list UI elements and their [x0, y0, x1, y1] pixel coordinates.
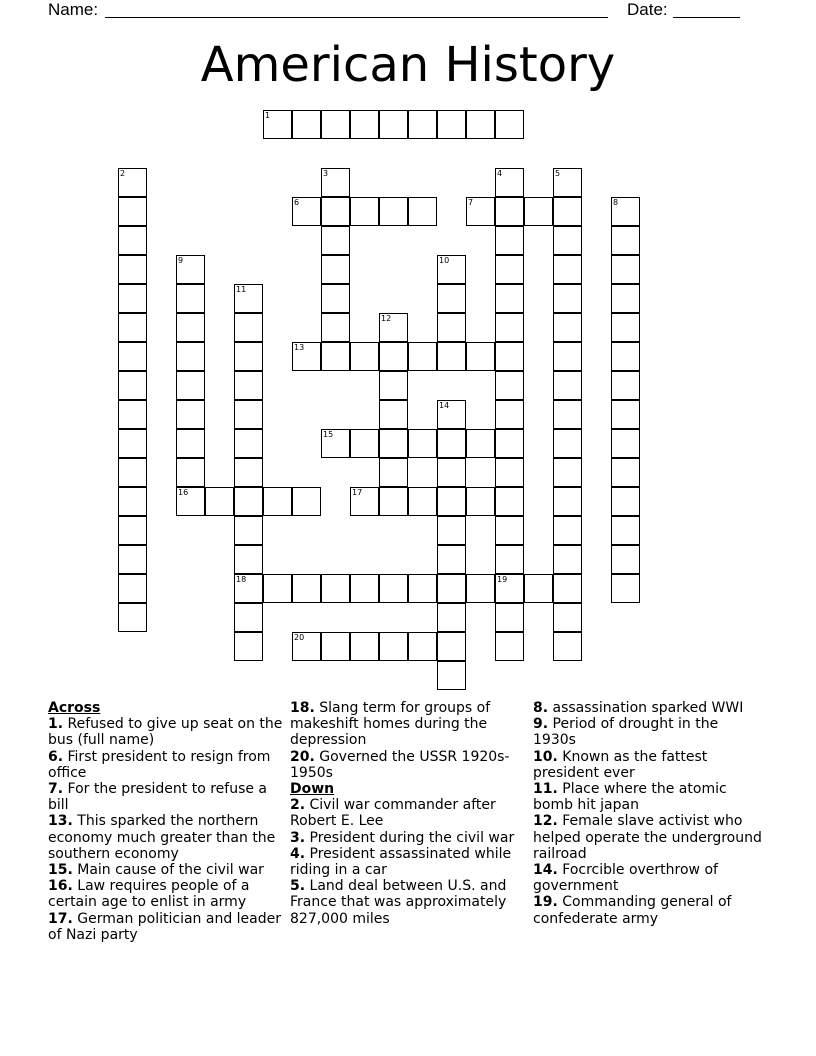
clues-column-1 — [48, 700, 284, 943]
crossword-cell[interactable] — [118, 371, 147, 400]
clue-number: 10 — [439, 256, 450, 265]
crossword-cell[interactable] — [466, 487, 495, 516]
crossword-cell[interactable] — [611, 255, 640, 284]
clue-item — [290, 846, 520, 878]
clue-number-label: 17. — [48, 910, 73, 927]
crossword-cell[interactable] — [379, 313, 408, 342]
crossword-cell[interactable] — [234, 284, 263, 313]
crossword-cell[interactable] — [611, 342, 640, 371]
clue-number-label: 8. — [533, 700, 549, 716]
date-label: Date: — [627, 0, 668, 19]
crossword-cell[interactable] — [379, 110, 408, 139]
crossword-cell[interactable] — [408, 632, 437, 661]
crossword-cell[interactable] — [118, 197, 147, 226]
crossword-cell[interactable] — [118, 255, 147, 284]
clue-number-label: 11. — [533, 781, 558, 798]
clue-number-label: 13. — [48, 813, 73, 830]
crossword-cell[interactable] — [553, 197, 582, 226]
crossword-cell[interactable] — [408, 487, 437, 516]
down-heading: Down — [290, 781, 335, 798]
crossword-cell[interactable] — [553, 429, 582, 458]
crossword-cell[interactable] — [118, 168, 147, 197]
crossword-cell[interactable] — [553, 255, 582, 284]
clue-item — [533, 700, 763, 716]
clue-text: This sparked the northern economy much greater than the southern economy — [48, 813, 276, 862]
clue-number: 2 — [120, 169, 126, 178]
crossword-cell[interactable] — [495, 284, 524, 313]
crossword-cell[interactable] — [292, 574, 321, 603]
crossword-cell[interactable] — [466, 110, 495, 139]
clue-text: Slang term for groups of makeshift homes during the depression — [290, 700, 491, 749]
crossword-cell[interactable] — [379, 458, 408, 487]
clue-item — [290, 749, 520, 781]
crossword-cell[interactable] — [350, 197, 379, 226]
crossword-cell[interactable] — [495, 487, 524, 516]
crossword-cell[interactable] — [553, 516, 582, 545]
crossword-cell[interactable] — [495, 458, 524, 487]
crossword-cell[interactable] — [118, 574, 147, 603]
crossword-cell[interactable] — [437, 632, 466, 661]
clue-text: Land deal between U.S. and France that was approximately 827,000 miles — [290, 878, 507, 927]
crossword-cell[interactable] — [292, 110, 321, 139]
crossword-cell[interactable] — [350, 110, 379, 139]
crossword-cell[interactable] — [553, 168, 582, 197]
crossword-cell[interactable] — [234, 371, 263, 400]
crossword-cell[interactable] — [553, 284, 582, 313]
crossword-cell[interactable] — [553, 632, 582, 661]
clue-number: 17 — [352, 488, 363, 497]
clue-number-label: 4. — [290, 845, 306, 862]
crossword-cell[interactable] — [553, 487, 582, 516]
crossword-cell[interactable] — [118, 226, 147, 255]
crossword-cell[interactable] — [495, 197, 524, 226]
crossword-cell[interactable] — [495, 255, 524, 284]
crossword-cell[interactable] — [553, 545, 582, 574]
crossword-cell[interactable] — [234, 313, 263, 342]
crossword-cell[interactable] — [321, 632, 350, 661]
crossword-cell[interactable] — [379, 197, 408, 226]
crossword-cell[interactable] — [611, 487, 640, 516]
crossword-cell[interactable] — [495, 574, 524, 603]
crossword-cell[interactable] — [437, 545, 466, 574]
clue-item — [290, 830, 520, 846]
clue-text: President assassinated while riding in a car — [290, 845, 512, 879]
crossword-cell[interactable] — [437, 400, 466, 429]
crossword-cell[interactable] — [495, 226, 524, 255]
crossword-cell[interactable] — [176, 284, 205, 313]
crossword-cell[interactable] — [408, 197, 437, 226]
clue-item — [533, 813, 763, 862]
clue-number: 6 — [294, 198, 300, 207]
crossword-cell[interactable] — [408, 110, 437, 139]
crossword-cell[interactable] — [321, 313, 350, 342]
crossword-cell[interactable] — [466, 429, 495, 458]
crossword-cell[interactable] — [292, 632, 321, 661]
clue-number-label: 14. — [533, 862, 558, 879]
clue-number-label: 6. — [48, 748, 64, 765]
crossword-cell[interactable] — [553, 574, 582, 603]
clue-item — [48, 749, 284, 781]
clue-number-label: 2. — [290, 797, 306, 814]
clue-item — [48, 862, 284, 878]
crossword-cell[interactable] — [611, 574, 640, 603]
clue-text: For the president to refuse a bill — [48, 781, 268, 814]
clue-item — [48, 716, 284, 748]
crossword-cell[interactable] — [234, 429, 263, 458]
clue-item — [533, 862, 763, 894]
crossword-cell[interactable] — [495, 342, 524, 371]
clue-number: 12 — [381, 314, 392, 323]
crossword-cell[interactable] — [437, 342, 466, 371]
crossword-cell[interactable] — [495, 400, 524, 429]
crossword-cell[interactable] — [611, 197, 640, 226]
crossword-cell[interactable] — [553, 458, 582, 487]
page-title: American History — [200, 37, 616, 93]
clue-number-label: 18. — [290, 700, 315, 716]
crossword-cell[interactable] — [321, 110, 350, 139]
crossword-cell[interactable] — [350, 574, 379, 603]
crossword-cell[interactable] — [176, 400, 205, 429]
crossword-cell[interactable] — [437, 255, 466, 284]
crossword-cell[interactable] — [350, 342, 379, 371]
crossword-cell[interactable] — [437, 661, 466, 690]
crossword-cell[interactable] — [292, 342, 321, 371]
crossword-cell[interactable] — [321, 429, 350, 458]
crossword-cell[interactable] — [176, 371, 205, 400]
clue-text: assassination sparked WWI — [548, 700, 744, 716]
crossword-cell[interactable] — [437, 458, 466, 487]
crossword-cell[interactable] — [379, 429, 408, 458]
crossword-cell[interactable] — [263, 487, 292, 516]
crossword-cell[interactable] — [263, 110, 292, 139]
clue-text: Law requires people of a certain age to enlist in army — [48, 878, 250, 911]
crossword-cell[interactable] — [176, 487, 205, 516]
crossword-cell[interactable] — [234, 632, 263, 661]
crossword-cell[interactable] — [466, 574, 495, 603]
crossword-cell[interactable] — [118, 603, 147, 632]
clue-number: 8 — [613, 198, 619, 207]
clue-item — [533, 716, 763, 748]
crossword-cell[interactable] — [437, 487, 466, 516]
crossword-cell[interactable] — [611, 545, 640, 574]
clue-item — [48, 911, 284, 943]
crossword-cell[interactable] — [234, 458, 263, 487]
crossword-cell[interactable] — [118, 400, 147, 429]
crossword-cell[interactable] — [495, 110, 524, 139]
crossword-cell[interactable] — [350, 487, 379, 516]
crossword-cell[interactable] — [176, 313, 205, 342]
clue-number: 9 — [178, 256, 184, 265]
clue-number: 7 — [468, 198, 474, 207]
crossword-cell[interactable] — [495, 603, 524, 632]
clue-number-label: 12. — [533, 813, 558, 830]
crossword-cell[interactable] — [553, 400, 582, 429]
clues-column-3 — [533, 700, 763, 927]
crossword-cell[interactable] — [176, 429, 205, 458]
crossword-cell[interactable] — [553, 226, 582, 255]
clue-item — [533, 894, 763, 926]
crossword-cell[interactable] — [176, 255, 205, 284]
clue-number: 18 — [236, 575, 247, 584]
crossword-cell[interactable] — [495, 371, 524, 400]
clue-number: 16 — [178, 488, 189, 497]
crossword-cell[interactable] — [234, 516, 263, 545]
clue-number-label: 16. — [48, 878, 73, 895]
clue-item — [48, 781, 284, 813]
clue-number: 19 — [497, 575, 508, 584]
name-label: Name: — [48, 0, 99, 19]
crossword-cell[interactable] — [437, 313, 466, 342]
crossword-cell[interactable] — [118, 516, 147, 545]
crossword-cell[interactable] — [495, 429, 524, 458]
clue-text: Place where the atomic bomb hit japan — [533, 781, 727, 814]
crossword-cell[interactable] — [437, 110, 466, 139]
crossword-cell[interactable] — [263, 574, 292, 603]
crossword-cell[interactable] — [292, 197, 321, 226]
crossword-cell[interactable] — [553, 313, 582, 342]
clue-text: Period of drought in the 1930s — [533, 716, 719, 749]
crossword-cell[interactable] — [466, 197, 495, 226]
crossword-cell[interactable] — [553, 603, 582, 632]
crossword-cell[interactable] — [234, 545, 263, 574]
crossword-cell[interactable] — [118, 487, 147, 516]
clue-number: 15 — [323, 430, 334, 439]
crossword-cell[interactable] — [495, 632, 524, 661]
crossword-cell[interactable] — [379, 487, 408, 516]
crossword-cell[interactable] — [437, 429, 466, 458]
clue-number-label: 15. — [48, 862, 73, 879]
crossword-cell[interactable] — [350, 429, 379, 458]
crossword-cell[interactable] — [350, 632, 379, 661]
clue-text: Main cause of the civil war — [72, 862, 264, 879]
crossword-cell[interactable] — [611, 516, 640, 545]
crossword-cell[interactable] — [176, 458, 205, 487]
crossword-cell[interactable] — [553, 371, 582, 400]
crossword-cell[interactable] — [118, 313, 147, 342]
clue-number-label: 3. — [290, 829, 306, 846]
crossword-cell[interactable] — [408, 574, 437, 603]
clue-number: 5 — [555, 169, 561, 178]
clue-number-label: 7. — [48, 781, 64, 798]
crossword-cell[interactable] — [611, 429, 640, 458]
crossword-cell[interactable] — [524, 197, 553, 226]
crossword-cell[interactable] — [321, 197, 350, 226]
crossword-cell[interactable] — [437, 284, 466, 313]
crossword-cell[interactable] — [118, 429, 147, 458]
crossword-cell[interactable] — [553, 342, 582, 371]
clue-number-label: 5. — [290, 878, 306, 895]
crossword-cell[interactable] — [611, 371, 640, 400]
clue-number-label: 1. — [48, 716, 64, 733]
crossword-cell[interactable] — [379, 400, 408, 429]
crossword-cell[interactable] — [495, 516, 524, 545]
across-heading: Across — [48, 700, 101, 716]
clue-text: Focrcible overthrow of government — [533, 862, 718, 895]
crossword-cell[interactable] — [611, 458, 640, 487]
clue-number: 20 — [294, 633, 305, 642]
clue-number-label: 9. — [533, 716, 549, 733]
clue-number-label: 10. — [533, 748, 558, 765]
clue-item — [48, 813, 284, 862]
crossword-cell[interactable] — [611, 400, 640, 429]
crossword-cell[interactable] — [292, 487, 321, 516]
crossword-cell[interactable] — [176, 342, 205, 371]
clue-text: Female slave activist who helped operate the underground railroad — [533, 813, 762, 862]
crossword-cell[interactable] — [437, 516, 466, 545]
crossword-cell[interactable] — [379, 574, 408, 603]
crossword-cell[interactable] — [466, 342, 495, 371]
clue-text: First president to resign from office — [48, 748, 271, 781]
crossword-cell[interactable] — [379, 371, 408, 400]
clue-text: Civil war commander after Robert E. Lee — [290, 797, 496, 830]
crossword-cell[interactable] — [118, 342, 147, 371]
crossword-cell[interactable] — [234, 342, 263, 371]
clue-item — [48, 878, 284, 910]
clue-number: 3 — [323, 169, 329, 178]
crossword-cell[interactable] — [118, 284, 147, 313]
clue-number-label: 20. — [290, 748, 315, 765]
clue-text: Refused to give up seat on the bus (full name) — [48, 716, 283, 749]
crossword-cell[interactable] — [379, 632, 408, 661]
clue-number: 4 — [497, 169, 503, 178]
crossword-cell[interactable] — [408, 342, 437, 371]
clue-number: 14 — [439, 401, 450, 410]
clue-number-label: 19. — [533, 894, 558, 911]
clue-item — [290, 797, 520, 829]
crossword-cell[interactable] — [234, 603, 263, 632]
crossword-cell[interactable] — [408, 429, 437, 458]
crossword-cell[interactable] — [495, 168, 524, 197]
crossword-cell[interactable] — [205, 487, 234, 516]
clue-number: 1 — [265, 111, 271, 120]
crossword-cell[interactable] — [495, 313, 524, 342]
crossword-cell[interactable] — [321, 284, 350, 313]
crossword-cell[interactable] — [495, 545, 524, 574]
clues-column-2 — [290, 700, 520, 927]
clue-text: German politician and leader of Nazi party — [48, 910, 282, 943]
clue-item — [290, 878, 520, 927]
clue-item — [533, 781, 763, 813]
crossword-cell[interactable] — [437, 603, 466, 632]
crossword-cell[interactable] — [524, 574, 553, 603]
crossword-cell[interactable] — [611, 284, 640, 313]
clue-text: Commanding general of confederate army — [533, 894, 732, 927]
clue-number: 13 — [294, 343, 305, 352]
crossword-cell[interactable] — [234, 574, 263, 603]
clue-text: Governed the USSR 1920s-1950s — [290, 748, 510, 781]
crossword-cell[interactable] — [379, 342, 408, 371]
clue-text: Known as the fattest president ever — [533, 748, 708, 781]
crossword-cell[interactable] — [118, 545, 147, 574]
crossword-cell[interactable] — [234, 400, 263, 429]
crossword-cell[interactable] — [321, 255, 350, 284]
clue-item — [533, 749, 763, 781]
crossword-cell[interactable] — [611, 313, 640, 342]
crossword-cell[interactable] — [321, 342, 350, 371]
crossword-cell[interactable] — [321, 168, 350, 197]
crossword-cell[interactable] — [118, 458, 147, 487]
crossword-cell[interactable] — [611, 226, 640, 255]
clue-number: 11 — [236, 285, 247, 294]
clue-item — [290, 700, 520, 749]
crossword-cell[interactable] — [321, 226, 350, 255]
crossword-cell[interactable] — [234, 487, 263, 516]
crossword-cell[interactable] — [321, 574, 350, 603]
crossword-cell[interactable] — [437, 574, 466, 603]
clue-text: President during the civil war — [305, 829, 515, 846]
